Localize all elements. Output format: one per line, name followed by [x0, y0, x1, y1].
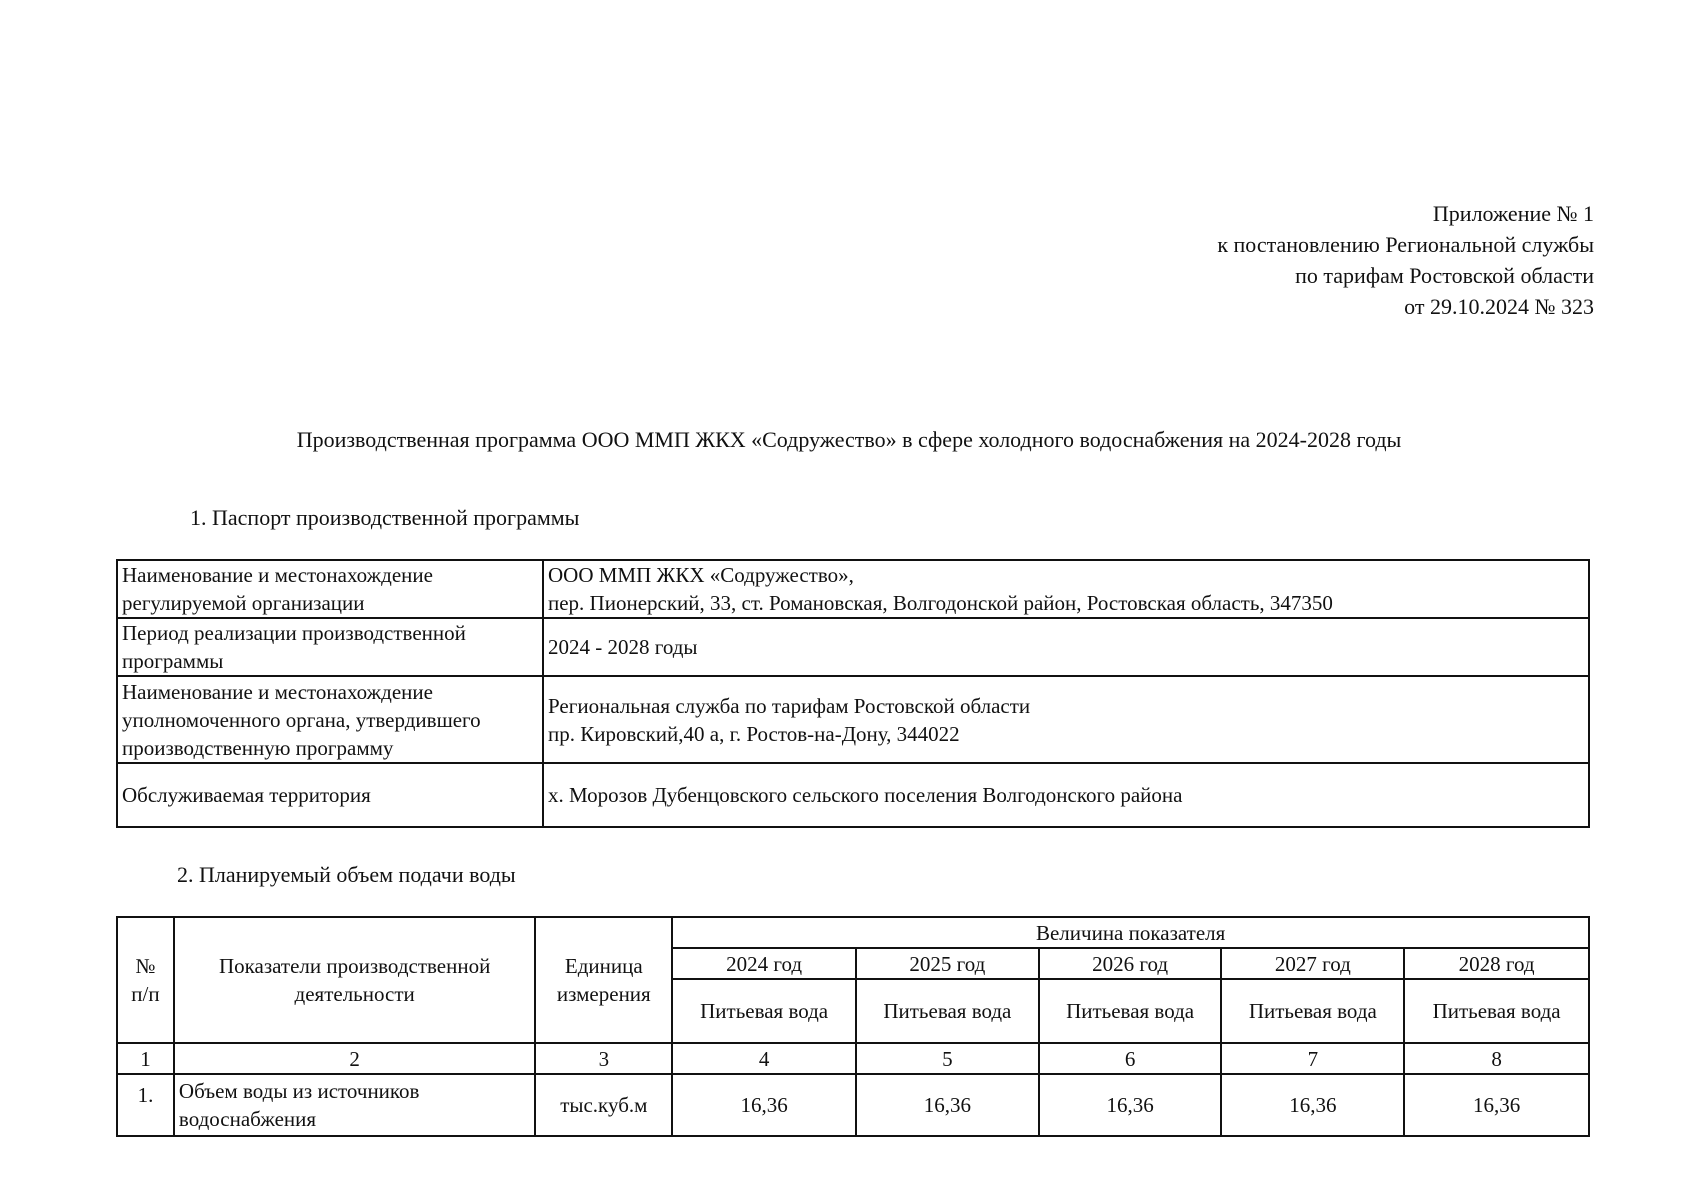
header-indicator [174, 917, 535, 1043]
water-volume-table [116, 916, 1590, 1137]
table-row [117, 618, 1589, 676]
header-year: 2024 год [672, 948, 856, 979]
header-year: 2026 год [1039, 948, 1222, 979]
cell-text: регулируемой организации [122, 591, 365, 615]
table-row [117, 560, 1589, 618]
row-unit: тыс.куб.м [535, 1074, 672, 1136]
column-number: 1 [117, 1043, 174, 1074]
cell-text: Обслуживаемая территория [122, 783, 371, 807]
header-text: Единица [564, 954, 643, 978]
header-water-type: Питьевая вода [856, 979, 1039, 1043]
passport-table [116, 559, 1590, 828]
row-value: 16,36 [672, 1074, 856, 1136]
cell-text: Период реализации производственной [122, 621, 466, 645]
table-row [117, 676, 1589, 763]
table-cell [117, 560, 543, 618]
column-number-row [117, 1043, 1589, 1074]
cell-text: производственную программу [122, 735, 394, 760]
column-number: 6 [1039, 1043, 1222, 1074]
header-text: деятельности [294, 982, 415, 1006]
header-num [117, 917, 174, 1043]
table-cell [117, 763, 543, 827]
row-num: 1. [117, 1074, 174, 1136]
row-value: 16,36 [856, 1074, 1039, 1136]
header-water-type: Питьевая вода [1404, 979, 1589, 1043]
cell-text: х. Морозов Дубенцовского сельского поселения Волгодонского района [548, 783, 1183, 807]
table-cell [543, 618, 1589, 676]
header-text: № [135, 954, 156, 978]
cell-text: Наименование и местонахождение [122, 563, 433, 587]
column-number: 7 [1221, 1043, 1404, 1074]
table-row [117, 1074, 1589, 1136]
header-unit [535, 917, 672, 1043]
column-number: 4 [672, 1043, 856, 1074]
cell-text: пр. Кировский,40 а, г. Ростов-на-Дону, 344022 [548, 721, 960, 746]
document-title: Производственная программа ООО ММП ЖКХ «Содружество» в сфере холодного водоснабжения на 2024-2028 годы [296, 427, 1402, 452]
header-text: Показатели производственной [218, 954, 491, 978]
row-value: 16,36 [1404, 1074, 1589, 1136]
section-heading: 1. Паспорт производственной программы [190, 505, 580, 530]
header-year: 2027 год [1221, 948, 1404, 979]
header-year: 2025 год [856, 948, 1039, 979]
appendix-block [1217, 198, 1594, 322]
row-value: 16,36 [1221, 1074, 1404, 1136]
header-water-type: Питьевая вода [672, 979, 856, 1043]
table-cell [117, 676, 543, 763]
column-number: 2 [174, 1043, 535, 1074]
cell-text: водоснабжения [178, 1107, 317, 1131]
column-number: 3 [535, 1043, 672, 1074]
header-water-type: Питьевая вода [1221, 979, 1404, 1043]
row-indicator [174, 1074, 535, 1136]
table-cell [543, 560, 1589, 618]
appendix-line: по тарифам Ростовской области [1295, 263, 1594, 288]
header-text: п/п [131, 982, 160, 1006]
appendix-line: Приложение № 1 [1432, 201, 1594, 226]
table-cell [543, 676, 1589, 763]
cell-text: 2024 - 2028 годы [548, 635, 698, 659]
cell-text: Наименование и местонахождение [122, 679, 433, 704]
cell-text: Региональная служба по тарифам Ростовской области [548, 693, 1031, 718]
header-value-group: Величина показателя [672, 917, 1589, 948]
appendix-line: к постановлению Региональной службы [1217, 232, 1594, 257]
cell-text: пер. Пионерский, 33, ст. Романовская, Волгодонской район, Ростовская область, 347350 [548, 591, 1333, 615]
table-header-row [117, 917, 1589, 948]
appendix-line: от 29.10.2024 № 323 [1404, 294, 1594, 319]
header-year: 2028 год [1404, 948, 1589, 979]
row-value: 16,36 [1039, 1074, 1222, 1136]
cell-text: ООО ММП ЖКХ «Содружество», [548, 563, 854, 587]
table-cell [543, 763, 1589, 827]
cell-text: программы [122, 649, 224, 673]
section-heading: 2. Планируемый объем подачи воды [177, 862, 516, 887]
header-text: измерения [556, 982, 651, 1006]
column-number: 8 [1404, 1043, 1589, 1074]
table-row [117, 763, 1589, 827]
column-number: 5 [856, 1043, 1039, 1074]
table-cell [117, 618, 543, 676]
cell-text: Объем воды из источников [178, 1079, 420, 1103]
header-water-type: Питьевая вода [1039, 979, 1222, 1043]
cell-text: уполномоченного органа, утвердившего [122, 707, 481, 732]
